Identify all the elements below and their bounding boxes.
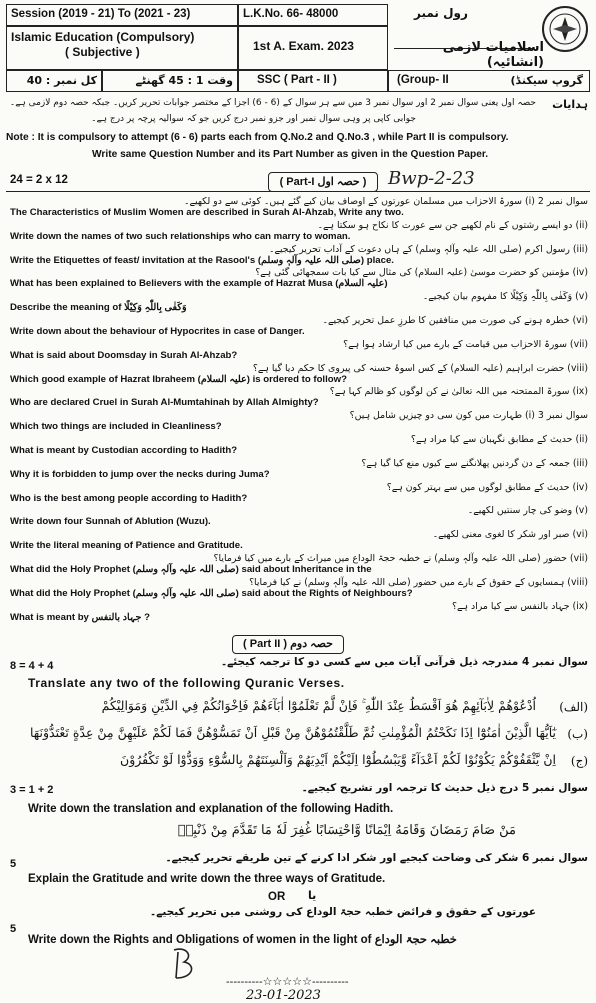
q6b-english: Write down the Rights and Obligations of women in the light of خطبہ حجۃ الوداع bbox=[28, 934, 457, 946]
question-english: What is meant by جہاد بالنفس ? bbox=[10, 612, 151, 623]
question-urdu: (viii) ہمسایوں کے حقوق کے بارے میں حضور (صلی اللہ علیہ وآلہٖ وسلم) نے کیا فرمایا؟ bbox=[249, 577, 588, 588]
question-english: Why it is forbidden to jump over the necks during Juma? bbox=[10, 469, 270, 480]
question-urdu: (iii) رسول اکرم (صلی اللہ علیہ وآلہٖ وسلم) کے ہاں دعوت کے آداب تحریر کیجیے۔ bbox=[268, 244, 588, 255]
instructions-english-1: Note : It is compulsory to attempt (6 - 6) parts each from Q.No.2 and Q.No.3 , while Part II is compulsory. bbox=[6, 132, 509, 143]
q5-marks: 3 = 1 + 2 bbox=[10, 784, 54, 796]
part1-divider bbox=[6, 191, 590, 192]
verse-c-label: (ج) bbox=[570, 754, 588, 768]
question-english: Describe the meaning of وَکَفٰی بِاللّٰہِ وَکِیْلًا bbox=[10, 302, 187, 313]
question-english: Which good example of Hazrat Ibraheem (علیہ السلام) is ordered to follow? bbox=[10, 374, 347, 385]
q6-urdu: سوال نمبر 6 شکر کی وضاحت کیجیے اور شکر ادا کرنے کے تین طریقے تحریر کیجیے۔ bbox=[165, 852, 588, 864]
part2-label: ( Part II ) حصہ دوم bbox=[232, 635, 344, 654]
instructions-urdu-2: جوابی کاپی پر وہی سوال نمبر اور جزو نمبر درج کریں جو کہ سوالیہ پرچہ پر درج ہے۔ bbox=[91, 114, 416, 124]
question-urdu: (ii) دو ایسے رشتوں کے نام لکھیے جن سے عورت کا نکاح ہو سکتا ہے۔ bbox=[317, 220, 588, 231]
question-english: Write down about the behaviour of Hypocrites in case of Danger. bbox=[10, 326, 305, 337]
time-text: وقت 1 : 45 گھنٹے bbox=[135, 74, 233, 87]
question-urdu: سوال نمبر 2 (i) سورۃ الاحزاب میں مسلمان عورتوں کے اوصاف بیان کیے گئے ہیں۔ کوئی سے دو لکھیے۔ bbox=[184, 196, 588, 207]
question-english: What has been explained to Believers with the example of Hazrat Musa (علیہ السلام) bbox=[10, 278, 388, 289]
signature bbox=[166, 944, 206, 984]
q5-english: Write down the translation and explanation of the following Hadith. bbox=[28, 803, 394, 815]
marks-box bbox=[6, 70, 102, 92]
subjective-text: ( Subjective ) bbox=[65, 45, 140, 59]
subject-urdu: اسلامیات لازمی (انشائیہ) bbox=[442, 40, 544, 70]
part1-code: Bwp-2-23 bbox=[388, 168, 475, 189]
or-text: OR bbox=[268, 891, 286, 903]
subject-box bbox=[6, 26, 238, 70]
q4-urdu: سوال نمبر 4 مندرجہ ذیل قرآنی آیات میں سے کسی دو کا ترجمہ کیجئے۔ bbox=[220, 656, 588, 668]
lk-no-text: L.K.No. 66- 48000 bbox=[243, 8, 339, 20]
question-english: Who are declared Cruel in Surah Al-Mumtahinah by Allah Almighty? bbox=[10, 397, 319, 408]
verse-c-text: اِنْ يَّثْقَفُوْكُمْ يَكُوْنُوْا لَكُمْ اَعْدَآءً وَّيَبْسُطُوْٓا اِلَيْكُمْ اَيْدِيَهُمْ وَاَلْسِنَتَهُمْ بِالسُّوْٓءِ وَوَدُّوْا لَوْ تَكْفُرُوْنَ bbox=[120, 752, 556, 767]
exam-text: 1st A. Exam. 2023 bbox=[253, 39, 354, 53]
question-english: Write down four Sunnah of Ablution (Wuzu). bbox=[10, 516, 211, 527]
question-english: What is meant by Custodian according to Hadith? bbox=[10, 445, 238, 456]
part1-label: ( Part-I حصہ اول ) bbox=[268, 172, 378, 192]
question-english: Which two things are included in Cleanliness? bbox=[10, 421, 222, 432]
question-urdu: (viii) حضرت ابراہیم (علیہ السلام) کے کس اسوۂ حسنہ کی پیروی کا حکم دیا گیا ہے؟ bbox=[252, 363, 588, 374]
verse-b-label: (ب) bbox=[567, 727, 588, 741]
question-english: Write the literal meaning of Patience and Gratitude. bbox=[10, 540, 243, 551]
question-urdu: (vii) سورۃ الاحزاب میں قیامت کے بارے میں کیا ارشاد ہوا ہے؟ bbox=[343, 339, 588, 350]
ssc-box bbox=[238, 70, 388, 92]
question-urdu: (v) وَکَفٰی بِاللّٰہِ وَکِیْلًا کا مفہوم بیان کیجیے۔ bbox=[422, 291, 588, 302]
roll-no-label: رول نمبر bbox=[414, 6, 468, 20]
session-box bbox=[6, 4, 238, 26]
instructions-label: ہدایات bbox=[552, 98, 588, 111]
ssc-text: SSC ( Part - II ) bbox=[257, 74, 337, 86]
q4-marks: 8 = 4 + 4 bbox=[10, 660, 54, 672]
or-urdu: یا bbox=[308, 889, 317, 902]
question-english: The Characteristics of Muslim Women are described in Surah Al-Ahzab, Write any two. bbox=[10, 207, 404, 218]
question-english: What is said about Doomsday in Surah Al-Ahzab? bbox=[10, 350, 238, 361]
question-urdu: (iv) حدیث کے مطابق لوگوں میں سے بہتر کون ہے؟ bbox=[386, 482, 588, 493]
question-urdu: (vi) صبر اور شکر کا لغوی معنی لکھیے۔ bbox=[432, 529, 588, 540]
q5-urdu: سوال نمبر 5 درج ذیل حدیث کا ترجمہ اور تشریح کیجیے۔ bbox=[301, 782, 588, 794]
question-urdu: (ii) حدیث کے مطابق نگہبان سے کیا مراد ہے؟ bbox=[410, 434, 588, 445]
question-english: What did the Holy Prophet (صلی اللہ علیہ وآلہٖ وسلم) said about the Rights of Neighbours? bbox=[10, 588, 413, 599]
q6-marks: 5 bbox=[10, 858, 17, 870]
question-urdu: (vii) حضور (صلی اللہ علیہ وآلہٖ وسلم) نے خطبہ حجۃ الوداع میں میراث کے بارے میں کیا فرمایا؟ bbox=[213, 553, 588, 564]
question-urdu: (v) وضو کی چار سنتیں لکھیے۔ bbox=[467, 505, 588, 516]
session-text: Session (2019 - 21) To (2021 - 23) bbox=[11, 8, 191, 20]
q6-english: Explain the Gratitude and write down the three ways of Gratitude. bbox=[28, 873, 386, 885]
question-english: Who is the best among people according to Hadith? bbox=[10, 493, 248, 504]
instructions-english-2: Write same Question Number and its Part Number as given in the Question Paper. bbox=[92, 149, 489, 160]
question-urdu: (vi) خطرہ ہونے کی صورت میں منافقین کا طرزِ عمل تحریر کیجیے۔ bbox=[322, 315, 588, 326]
lk-no-box bbox=[238, 4, 388, 26]
board-logo bbox=[540, 4, 590, 54]
footer-stars: ----------☆☆☆☆☆---------- bbox=[226, 976, 349, 988]
group-box bbox=[388, 70, 590, 92]
subject-text: Islamic Education (Compulsory) bbox=[11, 30, 195, 44]
verse-a-label: (الف) bbox=[559, 700, 588, 714]
question-urdu: (ix) جہاد بالنفس سے کیا مراد ہے؟ bbox=[452, 601, 588, 612]
question-urdu: سوال نمبر 3 (i) طہارت میں کون سی دو چیزیں شامل ہیں؟ bbox=[349, 410, 588, 421]
group-urdu: گروپ سیکنڈ) bbox=[510, 74, 583, 87]
verse-a-text: اُدْعُوْهُمْ لِاٰبَآئِهِمْ هُوَ اَقْسَطُ عِنْدَ اللّٰهِ ۚ فَاِنْ لَّمْ تَعْلَمُوْٓا اٰبَآءَهُمْ فَاِخْوَانُكُمْ فِي الدِّيْنِ وَمَوَالِيْكُمْ bbox=[101, 698, 536, 713]
group-text: (Group- II bbox=[397, 74, 449, 86]
question-english: Write down the names of two such relationships who can marry to woman. bbox=[10, 231, 351, 242]
footer-date: 23-01-2023 bbox=[246, 988, 321, 1003]
verse-b-text: يٰٓاَيُّهَا الَّذِيْنَ اٰمَنُوْٓا اِذَا نَكَحْتُمُ الْمُؤْمِنٰتِ ثُمَّ طَلَّقْتُمُوْهُنَّ مِنْ قَبْلِ اَنْ تَمَسُّوْهُنَّ فَمَا لَكُمْ عَلَيْهِنَّ مِنْ عِدَّةٍ تَعْتَدُّوْنَهَا bbox=[29, 725, 556, 740]
exam-box bbox=[238, 26, 388, 70]
hadith-text: مَنْ صَامَ رَمَضَانَ وَقَامَهُ اِيْمَانًا وَّاحْتِسَابًا غُفِرَ لَهٗ مَا تَقَدَّمَ مِنْ ذَنْبِهٖ bbox=[177, 823, 516, 838]
question-english: Write the Etiquettes of feast/ invitation at the Rasool's (صلی اللہ علیہ وآلہٖ وسلم) place. bbox=[10, 255, 394, 266]
question-urdu: (ix) سورۃ الممتحنہ میں اللہ تعالیٰ نے کن لوگوں کو ظالم کہا ہے؟ bbox=[329, 386, 588, 397]
q6b-marks: 5 bbox=[10, 923, 17, 935]
time-box bbox=[102, 70, 238, 92]
instructions-urdu-1: حصہ اول یعنی سوال نمبر 2 اور سوال نمبر 3 میں سے ہر سوال کے (6 - 6) اجزا کے مختصر جوابات تحریر کریں۔ جبکہ حصہ دوم لازمی ہے۔ bbox=[9, 98, 536, 108]
marks-text: کل نمبر : 40 bbox=[26, 74, 97, 87]
q6b-urdu: عورتوں کے حقوق و فرائض خطبہ حجۃ الوداع کی روشنی میں تحریر کیجیے۔ bbox=[150, 906, 536, 918]
part1-marks: 24 = 2 x 12 bbox=[10, 174, 68, 186]
q4-english: Translate any two of the following Quranic Verses. bbox=[28, 676, 345, 690]
question-english: What did the Holy Prophet (صلی اللہ علیہ وآلہٖ وسلم) said about Inheritance in the bbox=[10, 564, 372, 575]
question-urdu: (iv) مؤمنین کو حضرت موسیٰ (علیہ السلام) کی مثال سے کیا بات سمجھائی گئی ہے؟ bbox=[255, 267, 588, 278]
question-urdu: (iii) جمعہ کے دن گردنیں پھلانگنے سے کیوں منع کیا گیا ہے؟ bbox=[361, 458, 588, 469]
